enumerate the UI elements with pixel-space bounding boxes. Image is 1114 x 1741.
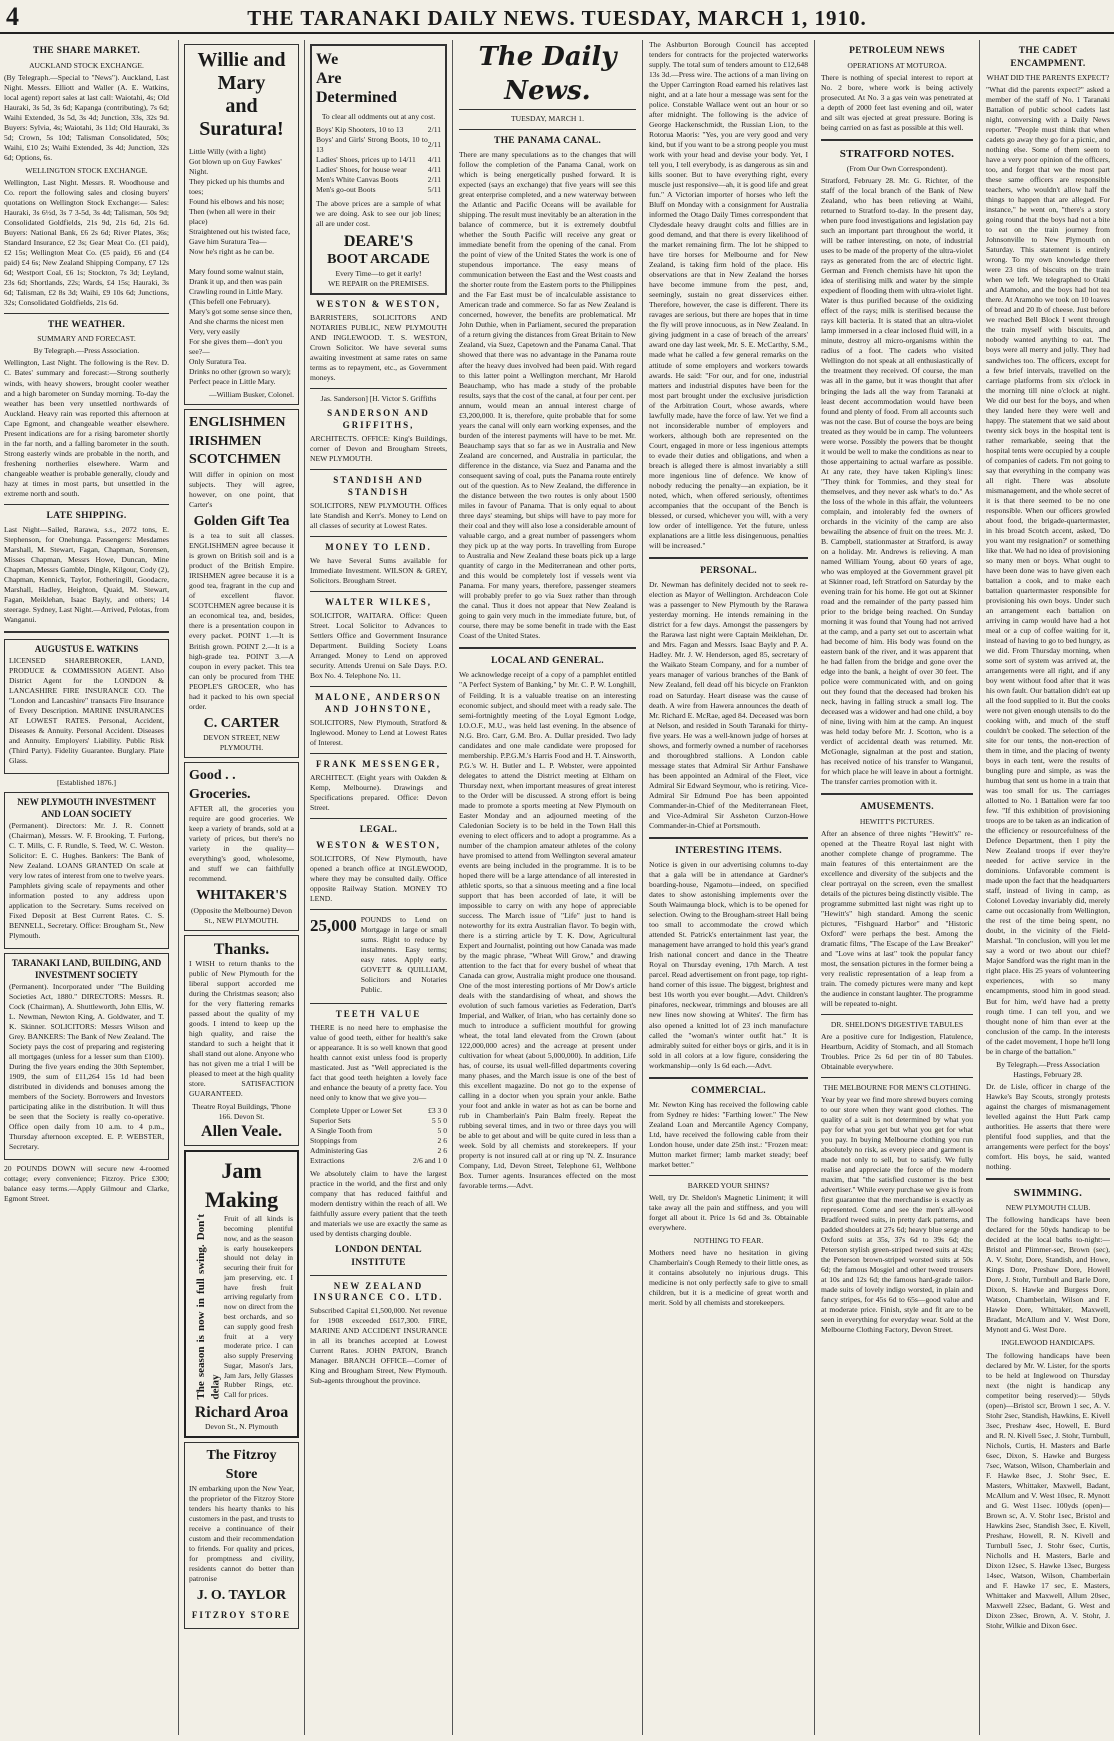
carter-name: C. CARTER (203, 715, 280, 731)
poem-body (189, 147, 294, 387)
hewitt-article: After an absence of three nights "Hewitt's" re-opened at the Theatre Royal last night with another complete change of programme. The main features of this entertainment are the excellence and diversity of the subjects and the clear portrayal on the screen, even the smallest details of the pictures being distinctly visible. The programme submitted last night was right up to "Hewitt's" high standard. Among the scenic pictures, "Fishguard Harbor" and "Historic Oxford" were perhaps the best. Among the dramatic films, "The Escape of the Law Breaker" and "Love wins at last" took the popular fancy most, the sensation pictures in the former being a very realistic representation of a leap from a train. The comedy pictures were many and kept the audience in constant laughter. The programme will be repeated to-night. (821, 828, 973, 1008)
thanks-heading: Thanks. (213, 940, 270, 958)
weather-subheading: SUMMARY AND FORECAST. (37, 334, 136, 344)
inglewood-handicaps: The following handicaps have been declared by Mr. W. Lister, for the sports to be held at Inglewood on Thursday next (the night is handicap any competitor being reserved):— 50yds (open)—Bristol scr, Brown 1 sec, A. V. Stohr 2sec, Standish, Hawkins, E. Kivell 3sec, Preshaw 4sec, Howell, E. Burd and R. N. Kivell 5sec, J. Stohr, Turnbull, Nichols, Curtis, H. Masters and Barle 6sec, Dixon, S. Hawke and Burgess 7sec, Watson, Wilson, Chamberlain and F. Hawke 8sec, J. Stohr 9sec, E. Masters, Whittaker, Maxwell, Badant, McAllum and V. West 10sec, R. Mynott and G. West 11sec. 100yds (open)—Brown sc, A. V. Stohr 1sec, Bristol and Hawkins 2sec, Standish 3sec, E. Kivell, Preshaw, Howell, R. N. Kivell and Turnbull 5sec, J. Stohr 6sec, Curtis, Nicholls and H. Masters, Barle and Dixon 12sec, S. Hawke 13sec, Burgess 14sec, Watson, Wilson, Chamberlain and F. Hawke 17 sec, E. Masters, Whittaker and Maxwell, Allum 20sec, Maxwell 22sec, Badant, G. West and Dixon 23sec, Brown, A. V. Stohr, J. Stohr, Wilkie and Dixon 6sec. (986, 1350, 1110, 1630)
barked-shins-text: Well, try Dr. Sheldon's Magnetic Liniment; it will take away all the pain and stiffness, and you will forget all about it. Price 1s 6d and 3s. Obtainable everywhere. (649, 1193, 808, 1233)
deare-price-row-item: Boys' Kip Shooters, 10 to 13 (316, 124, 404, 134)
deare-price-row-price: 5/11 (427, 184, 441, 194)
poem-title-line-2: and Suratura! (199, 95, 284, 140)
local-general-heading: LOCAL AND GENERAL. (491, 655, 604, 666)
weston-branch-text: SOLICITORS, Of New Plymouth, have opened a branch office at INGLEWOOD, where they may be consulted daily. Office opposite Railway Station. MONEY TO LEND. (310, 854, 447, 904)
poem-line: Mary's got some sense since then, (189, 307, 293, 317)
panama-canal-heading: THE PANAMA CANAL. (493, 135, 602, 146)
deare-price-row-item: Boys' and Girls' Strong Boots, 10 to 13 (316, 134, 428, 154)
commercial-heading: COMMERCIAL. (691, 1085, 766, 1096)
general-news-continued: The Ashburton Borough Council has accepted tenders for contracts for the projected waterworks supply. The total sum of tenders amount to £12,648 13s 3d.—Press wire. The actions of a man living on the Upper Carrington Road earned his relatives last night, and at a late hour a message was sent for the police. Constable Wallace went out an hour or so after midnight. The following is the advice of George Hackenschmidt, the Russian Lion, to the Rotorua Maoris: "Yes, you are very good and very kind, but if you want to be a strong people you must work with your head and devise your body. Yet, I tell you, I tell everybody, is as dangerous as sin and kills sooner. But to have everything right, every muscle just responsive—ah, it is good life and great fun." A Victorian importer of horses who left the Bluff on Monday with a consignment for Australia informed the Otago Daily Times correspondent that Clydesdale heavy draught colts and fillies are in good demand, and that there is every likelihood of the market remaining firm. The lot he shipped to have tire horses for Melbourne and for New Zealand, is taking firm hold of the place. His observations are that in New Zealand the horses have become immune from the pest, and, seemingly, sustain no great disservices either. Therefore, however, the case is different. There its ravages are serious, but there are hopes that in time the fly will prove innocuous, as in New Zealand. In giving judgment in a case of breach of the arrears' award one day last week, Mr. S. E. McCarthy, S.M., made what he called a few general remarks on the attitude of some employers and workers towards awards. He said: "For our, and for one, industrial matters and industrial disputes have been for the most part brought under the exclusive jurisdiction of the Arbitration Court, whose awards, where lawfully made, have the force of law. Yet we find a not inconsiderable number of employers and workers, although both are represented on the Court, engaged in more or less ingenious attempts to evade their duties and obligations, and when a breach is alleged there is almost invariably a still more ingenious line of defence. We know of nobody reducing the penalty—an expiation, be it noted, which, when offered seriously, oftentimes accompanies that the occupant of the Bench is blessed, or cursed, whichever you will, with a very low order of intelligence. Yet the future, unless explanations are a little less disingenuous, penalties will be increased." (649, 40, 808, 550)
column-6 (814, 40, 979, 1735)
sanderson-partners: Jas. Sanderson] [H. Victor S. Griffiths (320, 394, 437, 404)
loan-advert (310, 915, 447, 998)
editorial-dateline: TUESDAY, MARCH 1. (511, 113, 584, 123)
poem-line: Straightened out his twisted face, (189, 227, 291, 237)
teeth-price-row (310, 1156, 447, 1166)
newspaper-title: THE TARANAKI DAILY NEWS. TUESDAY, MARCH 1, 1910. (247, 6, 867, 30)
auckland-report: (By Telegraph.—Special to "News"). Auckland, Last Night. Messrs. Elliott and Waller (A. E. Watkins, local agent) report sales at last call: Waiotahi, 4s; Old Hauraki, 3s 5d, 3s 6d; Kapanga (contributing), 7s 6d; Waihi Extended, 3s 5d, 3s 4d; Junction, 33s, 32s 9d. Buyers: Sylvia, 4s; Waiotahi, 3s 11d; Old Hauraki, 3s 5d; Crown, 5s 10d; Talisman Consolidated, 50s; Waihi, £10 2s; Waihi Extended, 3s 4d; Junction, 32s 6d; Options, 6s. (4, 72, 169, 162)
legal-heading: LEGAL. (359, 824, 398, 835)
teeth-price-list (310, 1106, 447, 1166)
poem-author: —William Busker, Colonel. (208, 390, 294, 400)
golden-gift-tea-advert (184, 409, 299, 758)
club-heading: NEW PLYMOUTH CLUB. (1005, 1203, 1091, 1213)
editorial-nameplate: The Daily News. (459, 40, 636, 110)
club-handicaps: The following handicaps have been declared for the 50yds handicap to be decided at the local baths to-night:— Bristol and Plimmer-sec, Brown (sec), A. V. Stohr, Dore, Standish, and Howe, Kings Dore, Preshaw Dore, Howell Dore, J. Stohr, Turnbull and Barle Dore, Dixon, S. Hawke and Burgess Dore, Watson, Chamberlain, Wilson and F. Hawke Dore, Whittaker, Maxwell, Bradant, McAllum and V. West Dore, Mynott and G. West Dore. (986, 1215, 1110, 1335)
jam-side-text: The season is now in full swing. Don't delay (195, 1214, 222, 1400)
money-to-lend-text: We have Several Sums available for Immediate Investment. WILSON & GREY, Solicitors. Brougham Street. (310, 555, 447, 585)
poem-line: Crawling round in Little Mary. (189, 287, 283, 297)
fitzroy-text: IN embarking upon the New Year, the proprietor of the Fitzroy Store tenders his hearty thanks to his customers in the past, and trusts to receive a continuance of their custom and their recommendation to friends. For quality and prices, for promptness and civility, residents cannot do better than patronise (189, 1484, 294, 1584)
poem-line: Drank it up, and then was pain (189, 277, 283, 287)
interesting-items-article: Notice is given in our advertising columns to-day that a gala will be in attendance at Gardner's boarding-house, Ngamotu—indeed, on specified dates to show astonishing implements over the South Waimaunga block, which is to be opened for selection. Owing to the Brougham-street Hall being too small to accommodate the crowd which attended St. Patrick's entertainment last year, the management have arranged to hold this year's grand Irish national concert and dance in the Theatre Royal on Thursday evening, 17th March. A test parcel. Read advertisement on front page, top right-hand corner of this issue. The biggest, brightest and best 10s worth you ever bought.—Advt. Children's pinafores, neckwear, trimmings and blouses are all new lines now showing at Whites'. The firm has also opened a knitted lot of 23 inch manufacture called the "woman's winter outfit hat." It is admirably suited for either boys or girls, and it is in sold in all colors at a low figure, considering the workmanship—only 1s 6d each.—Advt. (649, 860, 808, 1070)
loan-text: POUNDS to Lend on Mortgage in large or small sums. Right to reduce by instalments. Easy terms; easy rates. Apply early. GOVETT & QUILLIAM, Solicitors and Notaries Public. (360, 915, 447, 995)
weather-report: Wellington, Last Night. The following is the Rev. D. C. Bates' summary and forecast:—Strong southerly winds, with heavy showers, brought cooler weather and a high barometer on Sunday morning. To-day the weather has been very unsettled northwards of Auckland. Heavy rain was reported this afternoon at Cape Egmont, and changeable weather elsewhere. Present indications are for a rising barometer shortly in the far north, and a falling barometer in the south. Strong easterly winds are probable in the north, and freshening northerlies elsewhere. Warm and changeable weather is probable generally, cloudy and hazy at times in most parts, but unsettled in the extreme north and south. (4, 358, 169, 498)
messenger-name: FRANK MESSENGER, (315, 758, 441, 769)
veale-address: Theatre Royal Buildings, 'Phone 166. Devon St. (192, 1102, 291, 1122)
deare-note: The above prices are a sample of what we are doing. Ask to see our job lines; all are under cost. (316, 198, 441, 228)
tea-text: is a tea to suit all classes. ENGLISHMEN agree because it is grown on British soil and is a product of the British Empire. IRISHMEN agree because it is a good tea, fragrant in the cup and of excellent flavor. SCOTCHMEN agree because it is an economical tea, and, besides, there is a presentation coupon in every packet. POINT 1.—It is British grown. POINT 2.—It is a high-grade tea. POINT 3.—A coupon in every packet. This tea can only be procured from THE PEOPLE'S GROCER, who has had it packed to his own special order. (189, 531, 294, 711)
carter-address: DEVON STREET, NEW PLYMOUTH. (203, 733, 280, 753)
poem-line: Now he's right as he can be. (189, 247, 275, 257)
deare-price-row-price: 2/11 (427, 174, 441, 184)
teeth-heading: TEETH VALUE (335, 1009, 422, 1020)
teeth-price-row-item: Complete Upper or Lower Set (310, 1106, 402, 1116)
deare-price-row (316, 165, 441, 175)
cadet-byline: By Telegraph.—Press Association Hastings, February 28. (996, 1059, 1100, 1079)
column-4 (452, 40, 642, 1735)
petroleum-article: There is nothing of special interest to report at No. 2 bore, where work is being actively prosecuted. At No. 3 a gas vein was penetrated at a depth of 2000 feet last evening and oil, water and silt was ejected at great pressure. Boring is being carried on as fast as possible at this well. (821, 72, 973, 132)
petroleum-heading: PETROLEUM NEWS (849, 46, 945, 56)
nothing-to-fear-heading: NOTHING TO FEAR. (693, 1236, 764, 1246)
taylor-address: FITZROY STORE (191, 1609, 292, 1620)
whitaker-name: WHITAKER'S (196, 888, 287, 904)
weston-text: BARRISTERS, SOLICITORS AND NOTARIES PUBLIC, NEW PLYMOUTH AND INGLEWOOD. T. S. WESTON, Crown Solicitor. We have several sums awaiting investment at same rates on same terms as to repayment, etc., as Government moneys. (310, 313, 447, 383)
deare-tagline: Every Time—to get it early! (335, 269, 422, 279)
tea-heading-englishmen: ENGLISHMEN (189, 415, 286, 431)
page-number: 4 (6, 2, 19, 31)
poem-line: Found his elbows and his nose; (189, 197, 285, 207)
teeth-price-row-price: 5 5 0 (431, 1116, 447, 1126)
tea-name: Golden Gift Tea (193, 513, 290, 529)
nothing-to-fear-text: Mothers need have no hesitation in giving Chamberlain's Cough Remedy to their little ones, as it contains absolutely no injurious drugs. This medicine is not only perfectly safe to give to small children, but it is a medicine of great worth and merit. Sold by all chemists and storekeepers. (649, 1248, 808, 1308)
poem-line: Got blown up on Guy Fawkes' Night. (189, 157, 282, 177)
swimming-heading: SWIMMING. (1013, 1186, 1083, 1199)
teeth-price-row-item: Extractions (310, 1156, 345, 1166)
poem-line: (This befell one February). (189, 297, 271, 307)
teeth-price-row (310, 1116, 447, 1126)
teeth-price-row-price: 5 0 (437, 1126, 447, 1136)
teeth-price-row-price: 2 6 (437, 1136, 447, 1146)
deare-heading-determined: Determined (316, 89, 397, 107)
inglewood-heading: INGLEWOOD HANDICAPS. (1001, 1338, 1095, 1348)
nz-insurance-name: NEW ZEALAND INSURANCE CO. LTD. (313, 1280, 444, 1303)
teeth-price-row-price: £3 3 0 (428, 1106, 447, 1116)
poem-line: Gave him Suratura Tea— (189, 237, 267, 247)
watkins-text: LICENSED SHAREBROKER, LAND, PRODUCE & COMMISSION AGENT. Also District Agent for the LONDON & LANCASHIRE FIRE INSURANCE CO. The "London and Lancashire" transacts Fire Insurance of Every Description. MARINE INSURANCES AT LOWEST RATES. Personal, Accident, Diseases & Annuity. Personal Accident. Diseases and Annuity. Employers' Liability. Public Risk (Third Party). Fidelity Guarantee. Burglary. Plate Glass. (9, 656, 164, 766)
deare-price-row-price: 4/11 (427, 154, 441, 164)
barked-shins-heading: BARKED YOUR SHINS? (687, 1181, 770, 1191)
deare-heading-are: Are (316, 70, 342, 88)
poem-line: Perfect peace in Little Mary. (189, 377, 276, 387)
poem-line: Mary found some walnut stain, (189, 267, 284, 277)
cadet-article-2: Dr. de Lisle, officer in charge of the Hawke's Bay Scouts, strongly protests against the charges of mismanagement levelled against the Hutt Park camp authorities. He asserts that there were plentiful food supplies, and that the arrangements were perfect for the boys' comfort. His boys, he said, wanted nothing. (986, 1081, 1110, 1171)
malone-name: MALONE, ANDERSON AND JOHNSTONE, (314, 691, 442, 714)
local-general-article: We acknowledge receipt of a copy of a pamphlet entitled "A Perfect System of Banking," by Mr. C. P. W. Longhill, of Feilding. It is a valuable treatise on an interesting economic subject, and should meet with a ready sale. The semi-fortnightly meeting of the Loyal Egmont Lodge, I.O.O.F., M.U., was held last evening. In the absence of N.G. Bro. Carr, G.M. Bro. A. Dullar presided. Two lady candidates and one male candidate were proposed for membership. P.P.G.M.'s Harris Food and H. T. Ainsworth, P.G.'s W. H. Butler and L. P. Webster, were appointed delegates to attend the District meeting at Eltham on Thursday next, when important measures of great interest to the Order will be discussed. A strong effort is being made to promote a sports meeting at New Plymouth on Easter Monday and an adjourned meeting of the Caledonian Society is to be held in the Town Hall this evening to elect officers and to adopt a programme. As a number of the champion amateur athletes of the colony have promised to attend from Wellington several amateur events are being included in the programme. It is to be hoped there will be a large attendance of all interested in athletic sports, so that a sinuous meeting and a fine local support that has been accorded of late, it will be impossible to carry on with any hope of appreciable success. The March issue of "Life" just to hand is noteworthy for its extra Australian flavor. To begin with, there is a stirring article by T. K. Dow, Agricultural Expert and Journalist, pointing out how Canada was made by the magic phrase, "Wheat Will Grow," and drawing attention to the fact that for every bushel of wheat that Canada can grow, Australia might produce one thousand. One of the most interesting portions of Mr Dow's article deals with the standardising of wheat, and shows the evolution of such famous varieties as Federation, Dart's Imperial, and Walker, of Irian, who has certainly done so much to introduce a sufficient mouthful for growing wheat, the total land elevated from the Crown (about 122,000,000 acres) and the acreage at present under cultivation for wheat (about 5,000,000). In addition, Life has, of course, its usual well-filled departments covering many phases, and the March issue is one of the best of this excellent magazine. Do not go to the expense of calling in a doctor when you sprain your ankle. Bathe your foot and ankle in water as hot as can be borne and rub in Chamberlain's Pain Balm freely. Repeat the rubbing several times, and in two or three days you will be able to get about and will be quite cured in less than a week. Sold by all chemists and storekeepers. If your property is not insured call at or ring up 'N. Z. Insurance Company, Ltd, Devon Street, Telephone 61, Welhbone Box. Turner agents. Insurances effected on the most favorable terms.—Advt. (459, 670, 636, 1191)
share-market-heading: THE SHARE MARKET. (32, 46, 141, 56)
wilkes-text: SOLICITOR, WAITARA. Office: Queen Street. Local Solicitor to Advances to Settlers Office and Government Insurance Department. Building Society Loans Arranged. Money to Lend on approved security. Attends Urenui on Sale Days. P.O. Box No. 4. Telephone No. 11. (310, 610, 447, 680)
deare-price-row (316, 125, 441, 135)
loan-amount: 25,000 (310, 916, 357, 936)
deare-subtitle: BOOT ARCADE (327, 251, 430, 267)
jam-text: Fruit of all kinds is becoming plentiful now, and as the season is early housekeepers should not delay in securing their fruit for jam preserving, etc. I have fresh fruit arriving regularly from now on direct from the best orchards, and so can supply good fresh fruit at a very moderate price. I can also supply Preserving Sugar, Mason's Jars, Jam Jars, Jelly Glasses Rubber Rings, etc. Call for prices. (224, 1214, 293, 1400)
groceries-text: AFTER all, the groceries you require are good groceries. We keep a variety of brands, sold at a variety of prices, but there's no variety in the quality—everything's good, wholesome, and stuff we can faithfully recommend. (189, 804, 294, 884)
poem-line: Very, very easily (189, 327, 240, 337)
deare-price-row-item: Men's White Canvas Boots (316, 174, 399, 184)
hewitt-heading: HEWITT'S PICTURES. (859, 816, 935, 826)
column-1 (4, 40, 174, 1735)
teeth-price-row-price: 2/6 and 1 0 (413, 1156, 447, 1166)
cadet-encampment-heading: THE CADET ENCAMPMENT. (1010, 46, 1086, 69)
poem-line: Only Suratura Tea. (189, 357, 247, 367)
poem-title-line-1: Willie and Mary (197, 49, 286, 94)
stratford-article: Stratford, February 28. Mr. G. Richter, of the staff of the local branch of the Bank of New Zealand, who has been relieving at Waihi, returned to Stratford to-day. In the present day, when pure food investigations and legislation pay such an important part throughout the world, it will be rather interesting, on note, of industrial uses to be made of the property of the ultra-violet rays as generated from the arc of electric light. German and French chemists have hit upon the idea of sterilising milk and water by the simple expedient of flooding them with ultra-violet light. Water is thus purified because of the oxidizing effect of the rays; milk is sterilised because the rays kill bacteria. It is stated that an ultra-violet lamp immersed in a clear inclosed fluid will, in a minute, destroy all micro-organisms within the radius of a foot. The cadets who visited Wellington do not speak at all enthusiastically of the treatment they received. Of course, the man was all in the game, but it was thought that after bringing the lads all the way from Taranaki at least decent accommodation would have been found and plenty of food. From all accounts such was not the case. But of course the boys are being treated as they would be in camp. The volunteers were worse. Possibly the powers that be thought it would be well to make the conditions as near to those appertaining to actual warfare as possible. At any rate, they have taken Kipling's lines: "They think for Tommies, and they steal for themselves, and they never ask what's to do." As the loss of the whole in this affair, the volunteers complain, and intolerably fed the owners of orchards in the vicinity of the camp are also bewailing the absence of fruit on the trees. Mr. J. B. Campbell, stationmaster at Stratford, is away on a holiday. Mr. Andrews is relieving. A man named William Young, about 60 years of age, who was employed at the Government gravel pit at Skinner road, left Stratford on Saturday by the evening train for his home. He got out at Skinner road and the remainder of the party passed him prior to the bridge being reached. On Sunday morning it was found that Young had not arrived at the camp, and a party set out to ascertain what had become of him. His body was found on the eastern bank of the river, and it was apparent that he had fallen from the bridge and gone over the edge into the bank, a height of over 30 feet. The police were communicated with, and on going out they found that the deceased had broken his neck, having in falling struck a small log. The deceased was a widower and had one child, a boy of nine, living with him at the camp. An inquest was held today before Mr. J. Scotton, who is a verdict of accidental death was returned. Mr. McGonagle, signalman at the post and station, has received notice of his transfer to Wanganui, for which place he will leave in about a fortnight. The transfer carries promotion with it. (821, 176, 973, 787)
deare-price-row-price: 2/11 (427, 139, 441, 149)
panama-canal-article: There are many speculations as to the changes that will follow the completion of the Panama Canal, work on which is being energetically pushed forward. It is expected (says an exchange) that five years will see this great enterprise completed, and a new waterway between the Atlantic and Pacific Oceans will be available for shipping. The result must inevitably be an alteration in the balance of commerce, but it is extremely doubtful whether the South Pacific will receive any great or immediate benefit from the opening of the canal. From the point of view of the United States the work is one of stupendous importance. The easy means of communication between the East and the West coasts and the shorter route from the Eastern ports to the Philippines and the Far East must be of incalculable assistance to American trade and commerce. So far as New Zealand is concerned, however, the benefits are problematical. Mr John Duthie, when in Parliament, secured the preparation of a return giving the distances from Great Britain to New Zealand, via Suez, Capetown and the Panama Canal. That showed that there was no advantage in the Panama route after the heavy dues involved had been paid. With regard to this latter point a Wellington merchant, Mr Harold Beauchamp, who has made a study of the probable results, says that the cost of the canal, at four per cent. per annum, would mean an annual interest charge of £3,200,000. It is, therefore, quite probable that for some years the canal will only earn working expenses, and the burden of the interest payments will have to be met. Mr. Beauchamp says that so far as we in Australia and New Zealand are concerned, and Australia in particular, the difference in the distance, via Suez and Panama and the consequent saving of coal, puts the Panama route entirely out of the question. As to New Zealand, the difference in the distance between the two routes is only about 1500 miles in favour of Panama. That is only equal to about three days' steaming, but ships will have to pay more for their coal and they will also lose a considerable amount of valuable cargo, and a great number of passengers whom they pick up at the way ports. In travelling from Europe to Australia and New Zealand these boats pick up a large quantity of cargo in the Mediterranean and other ports, and this would be completely lost if vessels went via Panama. For many years, therefore, passenger steamers will probably prefer to go via Suez rather than through the canal. Thus it does not appear that New Zealand is going to gain very much in the immediate future, but, of course, there may be some benefit in trade with the East Coast of the United States. (459, 150, 637, 640)
deare-price-row (316, 175, 441, 185)
investment-society-text: (Permanent). Directors: Mr. J. R. Connett (Chairman), Messrs. W. F. Brooking, T. Furlong, C. T. Mills, C. F. Rundle, S. Teed, W. C. Weston. Solicitor: E. C. Hughes. Bankers: The Bank of New Zealand. LOANS GRANTED On scale at very low rates of interest from one to twelve years. Pamphlets giving scale of repayments and other information posted to any address upon application to the Secretary. Sums received on Fixed Deposit at Best Current Rates. C. S. BENNELL, Secretary. Office: Brougham St., New Plymouth. (9, 821, 164, 941)
jam-title: Jam Making (204, 1158, 279, 1213)
nz-insurance-text: Subscribed Capital £1,500,000. Net revenue for 1908 exceeded £617,300. FIRE, MARINE AND ACCIDENT INSURANCE in all its branches accepted at Lowest Current Rates. JOHN PATON, Branch Manager. BRANCH OFFICE—Corner of King and Brougham Street, New Plymouth. Sub-agents throughout the province. (310, 1306, 447, 1386)
poem-line: Drinks no other (grown so wary); (189, 367, 291, 377)
commercial-article: Mr. Newton King has received the following cable from Sydney re hides: "Farthing lower." The New Zealand Loan and Mercantile Agency Company, Ltd, have received the following cable from their London house, under date 25th inst.: "Frozen meat: Mutton market firmer; lamb market steady; beef market better." (649, 1100, 808, 1170)
melbourne-text: Year by year we find more shrewd buyers coming to our store when they want good clothes. The quality of a suit is not determined by what you pay for what you get but what you get for what you pay. In buying Melbourne clothing you run absolutely no risk, as every piece and garment is made not only to sell, but to satisfy. We fully realise and appreciate the force of the modern maxim, that "the satisfied customer is the best advertiser." While every purchase we give is from first guarantee that the merchandise is exactly as represented. Come and see the men's all-wool Bradford tweed suits, in pretty dark patterns, and padded shoulders at 27s 6d; heavy blue serge and Oxford suits at 35s, 37s 6d to 39s 6d; the Peterson stylish green-striped tweed suits at 42s; the Peterson brown-striped worsted suits at 50s 6d; the famous Mosgiel and other tweed trousers at 10s and 12s 6d; the famous hard-grade tailor-made suits of lovely indigo worsted, in plain and fancy stripes, for 45s 6d to 65s—good value and at moderate price. Finish, style and fit are to be seen in everything for everyday wear. Sold at the Melbourne Clothing Factory, Devon Street. (821, 1095, 973, 1335)
wellington-report: Wellington, Last Night. Messrs. R. Woodhouse and Co. report the following sales and closing buyers' quotations on Wellington Stock Exchange:— Sales: Hauraki, 3s 6½d, 3s 7 3-5d, 3s 4d; Talisman, 50s 9d; Consolidated Goldfields, 21s 9d, 21s 6d, 21s 6d. Buyers: National Bank, £6 2s 6d; River Plates, 36s; Standard Insurance, £2 3s; Gear Meat Co. (£1 paid), £2 15s; Wellington Meat Co. (£5 paid), £6 and (£4 paid) £4 6s; New Zealand Shipping Company, £7 12s 6d; Westport Coal, £6 1s; Stockton, 7s 3d; Leyland, 23s 6d; Shortlands, 22s; Wards, £4 15s; Hauraki, 3s 6d; Talisman, £2 8s 3d; Waihi, £9 10s 6d; Junctions, 32s; Consolidated Goldfields, 21s 6d. (4, 177, 169, 307)
cadet-article: "What did the parents expect?" asked a member of the staff of No. 1 Taranaki Battalion of public school cadets last night, conversing with a Daily News reporter. "People must think that when cadets go away they go for a picnic, and nothing else. Some of them seem to have a very poor opinion of the officers, too, and forget that we the most part these same officers are responsible teachers, who wouldn't allow half the things to happen that are alleged. For instance," he went on, "there's a story going round that the boys had not a bite to eat on the train journey from Johnsonville to New Plymouth on Saturday. This statement is entirely wrong. To my own knowledge there were 23 tins of biscuits on the train when we left. We telegraphed to Otaki and Atamoho, and the boys had hot tea there. At Aramoho we took on 10 loaves of bread and 20 lb of cheese. Just before we reached Bell Block I went through the train myself with biscuits, and nobody wanted anything to eat. The boys were all merry and jolly. They had sandwiches too. The officers, except for a few brief intervals, travelled on the carriage platforms from six o'clock in the morning till nine o'clock at night. We did our best for the boys, and when they landed here they were well and happy. The statement that we said about twenty sick boys in the hospital tent is rather remarkable, seeing that the hospital tents were occupied by a couple of companies of cadets. I'm not going to say that everything in the company was all right. There was absolute mismanagement, and the whole secret of it is that there seemed to be no one responsible. When our officers growled about food, the brigade-quartermaster, in his broad Scotch accent, asked, 'Do you want my resignation?' or something like that. We had no idea of provisioning so many men or boys. What ought to have been done was to have given each battalion a cook, and to make each battalion quartermaster responsible for provisioning his own boys. Under such an arrangement each battalion on arriving in camp would have had a hot meal or a cup of coffee waiting for it, instead of having to go to bed hungry, as we did. From Thursday morning, when some sort of system was arrived at, the arrangements were all right, and if any boy went without food after that it was his own fault. Our battalion didn't eat up all the food supplied to it. But the cooks were not given enough utensils to do the cooking with, and much of the stuff couldn't be cooked. The selection of the site for our tents, the non-erection of them in time, and the placing of twenty boys in each tent, were the results of bungling pure and simple, as was the humbug that sent us home in a train that was too small for us. The carriages allotted to No. 1 Battalion were far too few. "If this exhibition of provisioning troops are to be taken as an indication of the efficiency or resourcefulness of the Defence Department, then I pity the New Zealand troops if ever they're needed for active service in the dominions. Unfavorable comment is made upon the fact that the headquarters staff, instead of living in camp, as Colonel Loveday invariably did, merely came out occasionally from Wellington, the rest of the time being spent, no doubt, in the vicinity of the Field-Marshal. "In conclusion, will you let me say a word or two about our chief? Major Sandford was the right man in the right place. His 25 years of volunteering experiences, with so many encampments, stood him in good stead. But for him, we'd have had a pretty rough time. I can tell you, and we thought none of him than ever at the conclusion of the camp. In the interests of the cadet movement, I hope he'll long be in charge of the battalion." (986, 85, 1110, 1056)
taylor-name: J. O. TAYLOR (196, 1588, 287, 1604)
personal-heading: PERSONAL. (700, 565, 757, 576)
teeth-price-row-item: Superior Sets (310, 1116, 351, 1126)
money-to-lend-heading: MONEY TO LEND. (325, 542, 432, 553)
amusements-heading: AMUSEMENTS. (860, 802, 934, 813)
fitzroy-store-advert (184, 1442, 299, 1628)
personal-article: Dr. Newman has definitely decided not to seek re-election as Mayor of Wellington. Archdeacon Cole was a passenger to New Plymouth by the Rarawa yesterday morning. He intends remaining in the district for a few days. Amongst the passengers by the Rarawa last night were Captain Meiklehan, Dr. and Mrs. Fagan and Messrs. Isaac Bayly and P. A. Hadley. Mr. J. W. Henderson, aged 85, secretary of the Waikato Steam Company, and for a number of years manager of various branches of the Bank of New Zealand, fell dead off his bicycle on Frankton road on Saturday. Heart disease was the cause of death. A wire from Hawera announces the death of Mr. Richard E. McRae, aged 84. Deceased was born at Nelson, and resided in South Taranaki for thirty-five years. He was a well-known judge of horses at shows, and formerly owned a number of racehorses and thoroughbred stallions. A London cable message states that Admiral Sir Arthur Fanshawe has been appointed an Admiral of the Fleet, vice Admiral Sir Edward Seymour, who is retiring. Vice-Admiral Sir Edmund Poe has been appointed Commander-in-Chief of the Mediterranean Fleet, and Vice-Admiral Sir Assheton Curzon-Howe Commander-in-Chief at Portsmouth. (649, 580, 808, 830)
cottage-classified: 20 POUNDS DOWN will secure new 4-roomed cottage; every convenience; Fitzroy. Price £300; balance easy terms.—Apply Gilmour and Clarke, Egmont Street. (4, 1164, 169, 1204)
sheldon-text: Are a positive cure for Indigestion, Flatulence, Heartburn, Acidity of Stomach, and all Stomach Troubles. Price 2s 6d per tin of 80 Tabules. Obtainable everywhere. (821, 1031, 973, 1072)
tea-intro: Will differ in opinion on most subjects. They will agree, however, on one point, that Carter's (189, 469, 294, 509)
column-3 (304, 40, 452, 1735)
deare-price-row (316, 155, 441, 165)
poem-line: And she charms the nicest men (189, 317, 284, 327)
malone-text: SOLICITORS, New Plymouth, Stratford & Inglewood. Money to Lend at Lowest Rates of Interest. (310, 717, 447, 747)
dental-institute-name: LONDON DENTAL INSTITUTE (335, 1245, 422, 1268)
tea-heading-irishmen: IRISHMEN (189, 433, 262, 449)
deare-price-row (316, 135, 441, 155)
auckland-exchange-heading: AUCKLAND STOCK EXCHANGE. (29, 60, 144, 70)
standish-name: STANDISH AND STANDISH (333, 475, 424, 498)
deare-price-row-item: Ladies' Shoes, prices up to 14/11 (316, 154, 416, 164)
deare-price-row-price: 4/11 (427, 164, 441, 174)
jam-making-advert (184, 1150, 299, 1438)
deare-heading-we: We (316, 51, 339, 68)
teeth-price-row-item: A Single Tooth from (310, 1126, 373, 1136)
shipping-heading: LATE SHIPPING. (46, 510, 127, 521)
teeth-price-row (310, 1146, 447, 1156)
poem-line: For she gives them—don't you see?— (189, 337, 283, 357)
teeth-text: THERE is no need here to emphasise the value of good teeth, either for health's sake or appearance. It is so well known that good health cannot exist unless food is properly masticated. Just as "Well appreciated is the fact that good teeth heighten a lovely face and enhance the beauty of a pretty face. You need only to know that we give you— (310, 1023, 447, 1103)
teeth-price-row-price: 2 6 (437, 1146, 447, 1156)
teeth-price-row-item: Administering Gas (310, 1146, 368, 1156)
interesting-items-heading: INTERESTING ITEMS. (675, 845, 782, 856)
weston-name: WESTON & WESTON, (316, 299, 441, 310)
masthead (0, 0, 1114, 34)
aroa-name: Richard Aroa (194, 1403, 289, 1421)
building-society-text: (Permanent). Incorporated under "The Building Societies Act, 1880." DIRECTORS: Messrs. R. Cock (Chairman), A. Shuttleworth, John Ellis, W. L. Newman, Newton King, A. Goldwater, and T. K. Skinner. SOLICITORS: Messrs Wilson and Grey. BANKERS: The Bank of New Zealand. The Society pays the cost of preparing and registering all mortgages (unless for a lesser sum than £100). During the five years ending the 30th September, 1909, the sum of £11,264 15s 1d had been distributed in dividends and bonuses among the members of the Society. Borrowers and Investors participating alike in the distribution. It will thus be seen that the Society is really co-operative. Office open daily from 10 a.m. to 4 p.m., Thursday afternoon excepted. E. P. WEBSTER, Secretary. (9, 982, 164, 1152)
deare-price-row-price: 2/11 (427, 124, 441, 134)
stratford-subheading: (From Our Own Correspondent). (846, 164, 948, 174)
groceries-heading: Good . . Groceries. (189, 768, 251, 802)
messenger-text: ARCHITECT. (Eight years with Oakden & Kemp, Melbourne). Drawings and Specifications prepared. Office: Devon Street. (310, 772, 447, 812)
teeth-text-2: We absolutely claim to have the largest practice in the world, and the first and only company that has reduced faithful and modern dentistry within the reach of all. We faithfully assure every patient that the teeth and materials we use are exactly the same as used by dentists charging double. (310, 1169, 447, 1239)
sanderson-text: ARCHITECTS. OFFICE: King's Buildings, corner of Devon and Brougham Streets, NEW PLYMOUTH. (310, 434, 447, 464)
column-7 (979, 40, 1114, 1735)
weston-branch-name: WESTON & WESTON, (316, 840, 441, 851)
poem-line: They picked up his thumbs and toes; (189, 177, 285, 197)
deare-price-row-item: Men's go-out Boots (316, 184, 376, 194)
teeth-price-row-item: Stoppings from (310, 1136, 358, 1146)
deares-advert (310, 44, 447, 295)
established-note: [Established 1876.] (56, 778, 117, 788)
deare-name: DEARE'S (343, 232, 414, 250)
cadet-subheading: WHAT DID THE PARENTS EXPECT? (986, 73, 1110, 83)
poem-line: Little Willy (with a light) (189, 147, 266, 156)
groceries-advert (184, 762, 299, 931)
column-5 (642, 40, 814, 1735)
stratford-heading: STRATFORD NOTES. (839, 147, 955, 160)
veale-name: Allen Veale. (201, 1123, 282, 1141)
petroleum-subheading: OPERATIONS AT MOTUROA. (847, 60, 947, 70)
melbourne-heading: THE MELBOURNE FOR MEN'S CLOTHING. (823, 1083, 971, 1093)
sheldon-heading: DR. SHELDON'S DIGESTIVE TABULES (830, 1019, 964, 1029)
whitaker-address: (Opposite the Melbourne) Devon St., NEW PLYMOUTH. (190, 905, 292, 925)
building-society-advert (4, 953, 169, 1160)
weather-heading: THE WEATHER. (47, 319, 126, 330)
wellington-exchange-heading: WELLINGTON STOCK EXCHANGE. (25, 165, 148, 175)
shipping-report: Last Night—Sailed, Rarawa, s.s., 2072 tons, E. Stephenson, for Onehunga. Passengers: Mesdames Marshall, M. Stewart, Fagan, Chapman, Sorensen, Misses Chapman, Messrs Howe, Duncan, Mine Chapman, Messrs Gamble, Dingle, Kilgour, Cody (2), Chapman, Kennick, Taylor, Fotheringill, Goodacre, Marshall, Hadley, Heighton, Quaid, M. Stewart, Fagan, Meiklehan, Isaac Bayly, and others; 14 steerage. Sydney, Last Night.—Arrived, Pelotas, from Wanganui. (4, 525, 169, 625)
watkins-name: AUGUSTUS E. WATKINS (34, 644, 139, 655)
teeth-price-row (310, 1106, 447, 1116)
fitzroy-heading: The Fitzroy Store (206, 1448, 277, 1482)
deare-price-list (316, 125, 441, 195)
building-society-name: TARANAKI LAND, BUILDING, AND INVESTMENT SOCIETY (11, 958, 162, 981)
investment-society-name: NEW PLYMOUTH INVESTMENT AND LOAN SOCIETY (17, 797, 156, 820)
teeth-price-row (310, 1126, 447, 1136)
sanderson-name: SANDERSON AND GRIFFITHS, (327, 408, 430, 431)
standish-text: SOLICITORS, NEW PLYMOUTH. Offices late Standish and Kerr's. Money to Lend on all classes of security at Lowest Rates. (310, 500, 447, 530)
deare-price-row (316, 185, 441, 195)
deare-price-row-item: Ladies' Shoes, for house wear (316, 164, 407, 174)
deare-intro: To clear all oddments out at any cost. (321, 111, 436, 121)
watkins-advert (4, 639, 169, 774)
poem-line (189, 257, 294, 267)
suratura-advert (184, 44, 299, 405)
thanks-advert (184, 935, 299, 1147)
investment-society-advert (4, 792, 169, 949)
wilkes-name: WALTER WILKES, (324, 596, 433, 607)
weather-byline: By Telegraph.—Press Association. (33, 346, 140, 356)
thanks-text: I WISH to return thanks to the public of New Plymouth for the liberal support accorded me during the Christmas season; also for the very flattering remarks passed about the quality of my goods. I intend to keep up the high quality, and raise the standard to such a height that it shall stand out alone. Anyone who has not given me a trial I will be pleased to meet at the high quality store. SATISFACTION GUARANTEED. (189, 958, 294, 1099)
teeth-price-row (310, 1136, 447, 1146)
tea-heading-scotchmen: SCOTCHMEN (189, 452, 281, 468)
poem-line: Then (when all were in their place) (189, 207, 276, 227)
aroa-address: Devon St., N. Plymouth (205, 1422, 278, 1432)
deare-repair-note: WE REPAIR on the PREMISES. (328, 279, 429, 289)
column-2 (178, 40, 304, 1735)
